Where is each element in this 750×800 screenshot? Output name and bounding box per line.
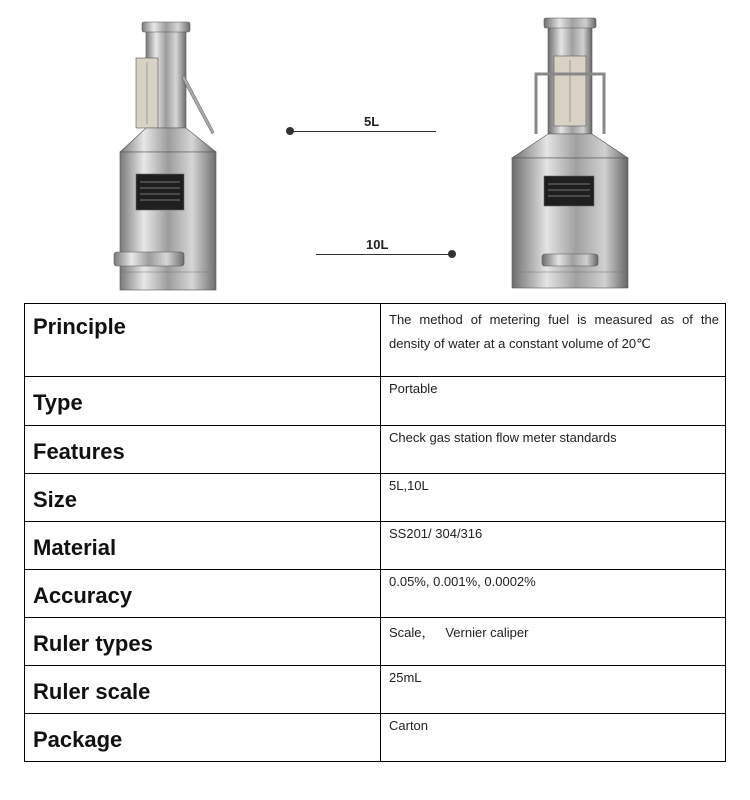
spec-key-ruler-types: Ruler types <box>25 618 381 666</box>
table-row <box>25 714 726 762</box>
table-row <box>25 377 726 426</box>
callout-dot <box>448 250 456 258</box>
spec-value-size: 5L,10L <box>381 474 726 522</box>
spec-value-ruler-types: Scale， Vernier caliper <box>381 618 726 666</box>
spec-value-type: Portable <box>381 377 726 426</box>
spec-key-size: Size <box>25 474 381 522</box>
spec-key-material: Material <box>25 522 381 570</box>
table-row <box>25 426 726 474</box>
callout-10l <box>316 237 458 263</box>
spec-value-material: SS201/ 304/316 <box>381 522 726 570</box>
spec-key-principle: Principle <box>25 304 381 377</box>
callout-label-5l: 5L <box>364 114 380 129</box>
spec-value-package: Carton <box>381 714 726 762</box>
callout-5l <box>286 114 436 140</box>
spec-value-ruler-scale: 25mL <box>381 666 726 714</box>
callout-label-10l: 10L <box>366 237 389 252</box>
callout-line <box>316 254 452 255</box>
measuring-can-5l-image <box>112 20 224 295</box>
table-row <box>25 618 726 666</box>
measuring-can-10l-image <box>508 16 633 294</box>
table-row <box>25 666 726 714</box>
spec-value-principle: The method of metering fuel is measured as of the density of water at a constant volume of 20℃ <box>381 304 726 377</box>
spec-key-accuracy: Accuracy <box>25 570 381 618</box>
spec-key-package: Package <box>25 714 381 762</box>
callout-line <box>290 131 436 132</box>
spec-key-features: Features <box>25 426 381 474</box>
table-row <box>25 304 726 377</box>
spec-value-features: Check gas station flow meter standards <box>381 426 726 474</box>
table-row <box>25 522 726 570</box>
table-row <box>25 570 726 618</box>
table-row <box>25 474 726 522</box>
spec-value-accuracy: 0.05%, 0.001%, 0.0002% <box>381 570 726 618</box>
spec-key-ruler-scale: Ruler scale <box>25 666 381 714</box>
spec-table <box>24 303 726 762</box>
spec-key-type: Type <box>25 377 381 426</box>
product-photos <box>0 0 750 300</box>
